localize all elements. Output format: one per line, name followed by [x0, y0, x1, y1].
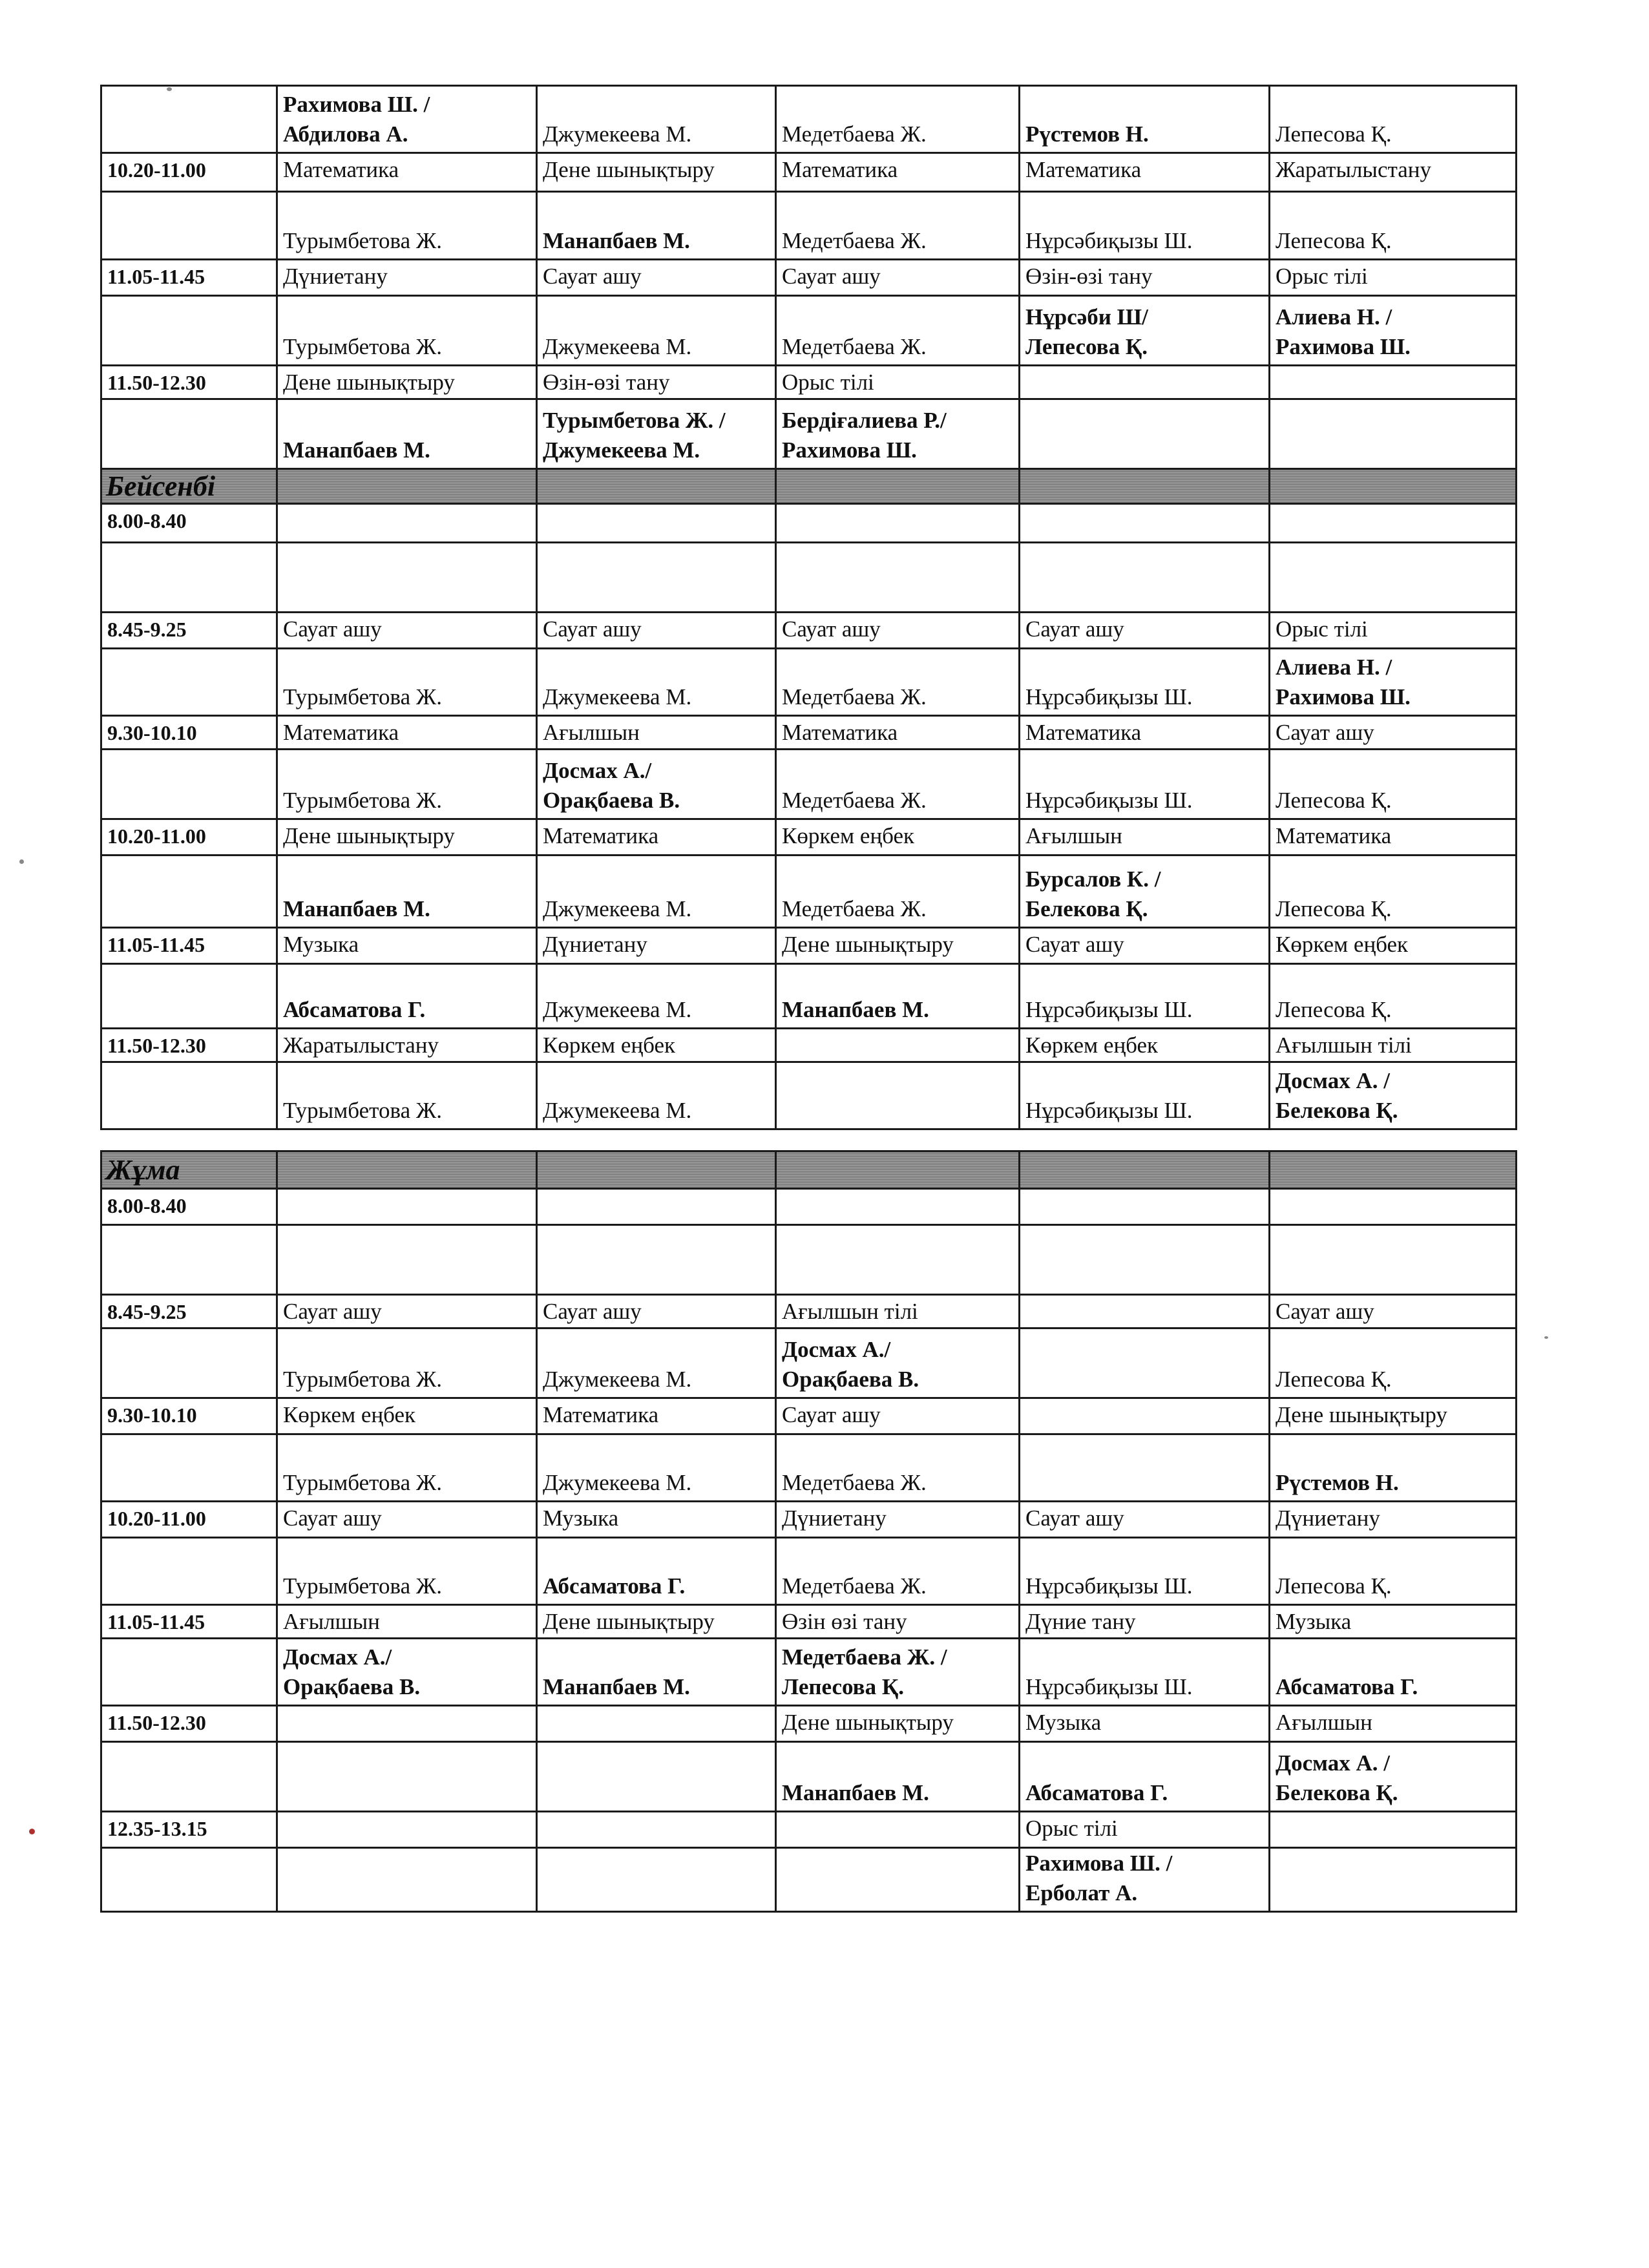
- subject-cell: Дене шынықтыру: [537, 1605, 776, 1639]
- teacher-cell: [1270, 1062, 1517, 1129]
- subject-cell: [537, 504, 776, 543]
- subject-cell: Дене шынықтыру: [776, 1706, 1020, 1742]
- teacher-cell: [1020, 1225, 1270, 1295]
- teacher-name-line: Орақбаева В.: [543, 788, 680, 813]
- teacher-cell: [537, 399, 776, 469]
- time-slot-cell: 8.45-9.25: [101, 613, 277, 649]
- teacher-cell: Манапбаев М.: [776, 964, 1020, 1029]
- day-header-fill-cell: [537, 469, 776, 504]
- lesson-teacher-row: [101, 1062, 1517, 1129]
- lesson-subject-row: [101, 1706, 1517, 1742]
- time-slot-cell: 9.30-10.10: [101, 1398, 277, 1434]
- subject-cell: [537, 1189, 776, 1225]
- subject-cell: Сауат ашу: [537, 613, 776, 649]
- subject-cell: [1270, 1812, 1517, 1848]
- time-slot-cell: 10.20-11.00: [101, 819, 277, 856]
- teacher-cell: [277, 543, 537, 613]
- subject-cell: Математика: [537, 819, 776, 856]
- teacher-cell: Манапбаев М.: [776, 1742, 1020, 1812]
- teacher-name-line: Нұрсәби Ш/: [1025, 304, 1148, 330]
- time-slot-cell: 9.30-10.10: [101, 716, 277, 750]
- subject-cell: Ағылшын тілі: [776, 1295, 1020, 1328]
- subject-cell: Ағылшын: [1270, 1706, 1517, 1742]
- time-slot-cell: 8.00-8.40: [101, 504, 277, 543]
- teacher-name-line: Рахимова Ш.: [1276, 334, 1411, 359]
- teacher-name-line: Рахимова Ш. /: [1025, 1851, 1173, 1876]
- time-slot-cell: 12.35-13.15: [101, 1812, 277, 1848]
- subject-cell: Сауат ашу: [1020, 613, 1270, 649]
- subject-cell: Дүниетану: [537, 928, 776, 964]
- subject-cell: Математика: [277, 716, 537, 750]
- day-header-row: [101, 1151, 1517, 1189]
- teacher-name-line: Рахимова Ш. /: [283, 92, 430, 117]
- time-slot-cell: 11.05-11.45: [101, 928, 277, 964]
- subject-cell: Дүниетану: [776, 1502, 1020, 1538]
- teacher-cell: Нұрсәбиқызы Ш.: [1020, 750, 1270, 819]
- subject-cell: Көркем еңбек: [1020, 1029, 1270, 1062]
- time-slot-cell: 8.45-9.25: [101, 1295, 277, 1328]
- subject-cell: Сауат ашу: [277, 1295, 537, 1328]
- teacher-cell: Джумекеева М.: [537, 856, 776, 928]
- day-header-fill-cell: [1020, 1151, 1270, 1189]
- teacher-name-line: Рахимова Ш.: [1276, 684, 1411, 709]
- lesson-subject-row: [101, 1502, 1517, 1538]
- subject-cell: Орыс тілі: [1270, 260, 1517, 296]
- day-header-fill-cell: [537, 1151, 776, 1189]
- teacher-cell: Абсаматова Г.: [537, 1538, 776, 1605]
- teacher-cell: Турымбетова Ж.: [277, 296, 537, 366]
- lesson-subject-row: [101, 504, 1517, 543]
- subject-cell: Дене шынықтыру: [776, 928, 1020, 964]
- subject-cell: Сауат ашу: [277, 1502, 537, 1538]
- time-slot-cell: [101, 1328, 277, 1398]
- lesson-subject-row: [101, 1812, 1517, 1848]
- teacher-cell: Лепесова Қ.: [1270, 750, 1517, 819]
- scan-speck: [19, 859, 24, 864]
- subject-cell: Сауат ашу: [537, 260, 776, 296]
- scan-speck: [1544, 1336, 1548, 1339]
- teacher-name-line: Орақбаева В.: [782, 1367, 919, 1392]
- day-header-fill-cell: [277, 1151, 537, 1189]
- subject-cell: [537, 1706, 776, 1742]
- subject-cell: Математика: [776, 716, 1020, 750]
- teacher-cell: [776, 1328, 1020, 1398]
- teacher-cell: [776, 1225, 1020, 1295]
- teacher-cell: [277, 1848, 537, 1912]
- teacher-cell: Джумекеева М.: [537, 1062, 776, 1129]
- teacher-cell: Нұрсәбиқызы Ш.: [1020, 649, 1270, 716]
- subject-cell: [1270, 1189, 1517, 1225]
- teacher-name-line: Досмах А./: [543, 758, 652, 783]
- time-slot-cell: [101, 543, 277, 613]
- subject-cell: [277, 1189, 537, 1225]
- teacher-cell: [1270, 1225, 1517, 1295]
- teacher-cell: [1020, 1434, 1270, 1502]
- teacher-cell: [1020, 296, 1270, 366]
- time-slot-cell: 11.50-12.30: [101, 1706, 277, 1742]
- day-header-row: [101, 469, 1517, 504]
- teacher-cell: [1270, 649, 1517, 716]
- teacher-cell: Медетбаева Ж.: [776, 856, 1020, 928]
- teacher-name-line: Досмах А./: [782, 1337, 891, 1362]
- teacher-cell: [277, 1225, 537, 1295]
- teacher-cell: [537, 543, 776, 613]
- subject-cell: Орыс тілі: [776, 366, 1020, 399]
- teacher-name-line: Рахимова Ш.: [782, 437, 917, 463]
- teacher-cell: Манапбаев М.: [277, 856, 537, 928]
- lesson-subject-row: [101, 928, 1517, 964]
- scan-speck: [167, 87, 172, 91]
- teacher-cell: Джумекеева М.: [537, 1328, 776, 1398]
- teacher-cell: Джумекеева М.: [537, 649, 776, 716]
- day-name-cell: Жұма: [101, 1151, 277, 1189]
- teacher-name-line: Турымбетова Ж. /: [543, 408, 726, 433]
- teacher-name-line: Досмах А. /: [1276, 1750, 1390, 1776]
- subject-cell: [537, 1812, 776, 1848]
- subject-cell: Дене шынықтыру: [1270, 1398, 1517, 1434]
- subject-cell: Ағылшын: [537, 716, 776, 750]
- time-slot-cell: [101, 86, 277, 153]
- time-slot-cell: 8.00-8.40: [101, 1189, 277, 1225]
- teacher-cell: Турымбетова Ж.: [277, 1328, 537, 1398]
- subject-cell: [776, 1189, 1020, 1225]
- teacher-cell: Абсаматова Г.: [1270, 1639, 1517, 1706]
- time-slot-cell: [101, 1062, 277, 1129]
- teacher-name-line: Белекова Қ.: [1025, 896, 1148, 921]
- subject-cell: Математика: [1020, 716, 1270, 750]
- timetable-segment-friday: [100, 1150, 1517, 1913]
- teacher-cell: Лепесова Қ.: [1270, 192, 1517, 260]
- teacher-name-line: Алиева Н. /: [1276, 655, 1392, 680]
- lesson-subject-row: [101, 1189, 1517, 1225]
- lesson-teacher-row: [101, 1434, 1517, 1502]
- teacher-cell: Медетбаева Ж.: [776, 192, 1020, 260]
- teacher-cell: Турымбетова Ж.: [277, 1434, 537, 1502]
- teacher-cell: [776, 543, 1020, 613]
- lesson-teacher-row: [101, 86, 1517, 153]
- subject-cell: Ағылшын: [1020, 819, 1270, 856]
- subject-cell: Сауат ашу: [1020, 1502, 1270, 1538]
- teacher-cell: Джумекеева М.: [537, 1434, 776, 1502]
- lesson-subject-row: [101, 613, 1517, 649]
- subject-cell: [776, 1029, 1020, 1062]
- subject-cell: [1270, 366, 1517, 399]
- time-slot-cell: [101, 1639, 277, 1706]
- teacher-cell: [537, 1848, 776, 1912]
- subject-cell: Дене шынықтыру: [537, 153, 776, 192]
- day-header-fill-cell: [1270, 469, 1517, 504]
- teacher-cell: Нұрсәбиқызы Ш.: [1020, 192, 1270, 260]
- time-slot-cell: [101, 1225, 277, 1295]
- subject-cell: [1020, 1189, 1270, 1225]
- subject-cell: Математика: [1020, 153, 1270, 192]
- time-slot-cell: 11.50-12.30: [101, 366, 277, 399]
- teacher-cell: [1020, 399, 1270, 469]
- teacher-cell: Турымбетова Ж.: [277, 1062, 537, 1129]
- day-header-fill-cell: [277, 469, 537, 504]
- teacher-name-line: Белекова Қ.: [1276, 1780, 1398, 1805]
- lesson-teacher-row: [101, 296, 1517, 366]
- teacher-cell: Медетбаева Ж.: [776, 86, 1020, 153]
- subject-cell: [1020, 1398, 1270, 1434]
- lesson-teacher-row: [101, 856, 1517, 928]
- lesson-teacher-row: [101, 543, 1517, 613]
- teacher-cell: Джумекеева М.: [537, 296, 776, 366]
- teacher-name-line: Алиева Н. /: [1276, 304, 1392, 330]
- teacher-cell: [1270, 399, 1517, 469]
- subject-cell: Өзін-өзі тану: [1020, 260, 1270, 296]
- time-slot-cell: [101, 192, 277, 260]
- teacher-name-line: Джумекеева М.: [543, 437, 700, 463]
- teacher-cell: [277, 1742, 537, 1812]
- teacher-cell: Лепесова Қ.: [1270, 964, 1517, 1029]
- lesson-subject-row: [101, 1295, 1517, 1328]
- teacher-name-line: Ерболат А.: [1025, 1880, 1138, 1906]
- time-slot-cell: [101, 1434, 277, 1502]
- subject-cell: Сауат ашу: [277, 613, 537, 649]
- teacher-cell: [1020, 1848, 1270, 1912]
- teacher-cell: Рүстемов Н.: [1270, 1434, 1517, 1502]
- teacher-cell: Нұрсәбиқызы Ш.: [1020, 1639, 1270, 1706]
- subject-cell: Математика: [537, 1398, 776, 1434]
- lesson-teacher-row: [101, 649, 1517, 716]
- subject-cell: Музыка: [1020, 1706, 1270, 1742]
- teacher-cell: [776, 399, 1020, 469]
- subject-cell: Математика: [1270, 819, 1517, 856]
- subject-cell: Музыка: [277, 928, 537, 964]
- subject-cell: [277, 1812, 537, 1848]
- teacher-name-line: Лепесова Қ.: [1025, 334, 1148, 359]
- subject-cell: Орыс тілі: [1020, 1812, 1270, 1848]
- subject-cell: Көркем еңбек: [277, 1398, 537, 1434]
- subject-cell: [1020, 366, 1270, 399]
- subject-cell: Дене шынықтыру: [277, 366, 537, 399]
- subject-cell: Сауат ашу: [776, 613, 1020, 649]
- subject-cell: Математика: [277, 153, 537, 192]
- lesson-teacher-row: [101, 1639, 1517, 1706]
- subject-cell: Ағылшын: [277, 1605, 537, 1639]
- lesson-subject-row: [101, 1605, 1517, 1639]
- lesson-subject-row: [101, 153, 1517, 192]
- lesson-subject-row: [101, 1029, 1517, 1062]
- timetable-segment-wednesday: [100, 468, 1517, 1130]
- subject-cell: [1270, 504, 1517, 543]
- lesson-teacher-row: [101, 399, 1517, 469]
- subject-cell: Көркем еңбек: [1270, 928, 1517, 964]
- lesson-teacher-row: [101, 1225, 1517, 1295]
- subject-cell: Көркем еңбек: [537, 1029, 776, 1062]
- time-slot-cell: 11.05-11.45: [101, 1605, 277, 1639]
- time-slot-cell: [101, 399, 277, 469]
- subject-cell: [277, 504, 537, 543]
- teacher-cell: Лепесова Қ.: [1270, 86, 1517, 153]
- lesson-teacher-row: [101, 1538, 1517, 1605]
- time-slot-cell: 11.50-12.30: [101, 1029, 277, 1062]
- teacher-name-line: Медетбаева Ж. /: [782, 1644, 947, 1670]
- time-slot-cell: [101, 296, 277, 366]
- teacher-cell: Лепесова Қ.: [1270, 856, 1517, 928]
- teacher-cell: [1020, 856, 1270, 928]
- teacher-cell: [277, 1639, 537, 1706]
- lesson-subject-row: [101, 260, 1517, 296]
- teacher-cell: Нұрсәбиқызы Ш.: [1020, 1062, 1270, 1129]
- lesson-subject-row: [101, 366, 1517, 399]
- time-slot-cell: [101, 856, 277, 928]
- subject-cell: Музыка: [537, 1502, 776, 1538]
- teacher-cell: [1270, 1742, 1517, 1812]
- teacher-cell: Медетбаева Ж.: [776, 750, 1020, 819]
- teacher-cell: Медетбаева Ж.: [776, 649, 1020, 716]
- teacher-cell: Медетбаева Ж.: [776, 1434, 1020, 1502]
- time-slot-cell: [101, 750, 277, 819]
- teacher-cell: [1020, 543, 1270, 613]
- subject-cell: [776, 1812, 1020, 1848]
- teacher-cell: Манапбаев М.: [537, 1639, 776, 1706]
- teacher-cell: Рүстемов Н.: [1020, 86, 1270, 153]
- teacher-cell: [776, 1848, 1020, 1912]
- teacher-cell: Джумекеева М.: [537, 964, 776, 1029]
- subject-cell: Математика: [776, 153, 1020, 192]
- subject-cell: Ағылшын тілі: [1270, 1029, 1517, 1062]
- teacher-name-line: Досмах А. /: [1276, 1068, 1390, 1093]
- subject-cell: Дене шынықтыру: [277, 819, 537, 856]
- teacher-cell: [1270, 1848, 1517, 1912]
- teacher-name-line: Абдилова А.: [283, 121, 408, 147]
- teacher-name-line: Лепесова Қ.: [782, 1674, 904, 1699]
- teacher-cell: [537, 1225, 776, 1295]
- teacher-cell: [776, 1062, 1020, 1129]
- subject-cell: Сауат ашу: [776, 260, 1020, 296]
- timetable-segment-tuesday-tail: [100, 85, 1517, 470]
- lesson-subject-row: [101, 716, 1517, 750]
- subject-cell: Жаратылыстану: [277, 1029, 537, 1062]
- subject-cell: Жаратылыстану: [1270, 153, 1517, 192]
- teacher-cell: Турымбетова Ж.: [277, 1538, 537, 1605]
- teacher-cell: Джумекеева М.: [537, 86, 776, 153]
- lesson-teacher-row: [101, 1742, 1517, 1812]
- lesson-teacher-row: [101, 1328, 1517, 1398]
- lesson-teacher-row: [101, 1848, 1517, 1912]
- time-slot-cell: 10.20-11.00: [101, 153, 277, 192]
- teacher-cell: [277, 86, 537, 153]
- teacher-cell: [776, 1639, 1020, 1706]
- subject-cell: Дүниетану: [277, 260, 537, 296]
- time-slot-cell: 11.05-11.45: [101, 260, 277, 296]
- teacher-cell: Лепесова Қ.: [1270, 1328, 1517, 1398]
- subject-cell: Сауат ашу: [1270, 716, 1517, 750]
- teacher-name-line: Орақбаева В.: [283, 1674, 421, 1699]
- teacher-cell: [1020, 1328, 1270, 1398]
- teacher-cell: Манапбаев М.: [537, 192, 776, 260]
- subject-cell: Дүние тану: [1020, 1605, 1270, 1639]
- day-header-fill-cell: [1020, 469, 1270, 504]
- subject-cell: Дүниетану: [1270, 1502, 1517, 1538]
- lesson-teacher-row: [101, 750, 1517, 819]
- subject-cell: Өзін өзі тану: [776, 1605, 1020, 1639]
- subject-cell: [277, 1706, 537, 1742]
- day-header-fill-cell: [776, 469, 1020, 504]
- teacher-cell: Нұрсәбиқызы Ш.: [1020, 1538, 1270, 1605]
- subject-cell: Орыс тілі: [1270, 613, 1517, 649]
- time-slot-cell: [101, 649, 277, 716]
- subject-cell: Көркем еңбек: [776, 819, 1020, 856]
- lesson-teacher-row: [101, 964, 1517, 1029]
- time-slot-cell: [101, 1848, 277, 1912]
- teacher-cell: Турымбетова Ж.: [277, 750, 537, 819]
- lesson-subject-row: [101, 1398, 1517, 1434]
- subject-cell: Сауат ашу: [537, 1295, 776, 1328]
- teacher-cell: Абсаматова Г.: [277, 964, 537, 1029]
- subject-cell: Музыка: [1270, 1605, 1517, 1639]
- teacher-cell: Медетбаева Ж.: [776, 1538, 1020, 1605]
- teacher-cell: Турымбетова Ж.: [277, 649, 537, 716]
- subject-cell: Сауат ашу: [1270, 1295, 1517, 1328]
- lesson-teacher-row: [101, 192, 1517, 260]
- teacher-cell: Турымбетова Ж.: [277, 192, 537, 260]
- lesson-subject-row: [101, 819, 1517, 856]
- time-slot-cell: 10.20-11.00: [101, 1502, 277, 1538]
- subject-cell: [1020, 1295, 1270, 1328]
- teacher-name-line: Бурсалов К. /: [1025, 866, 1161, 892]
- day-header-fill-cell: [776, 1151, 1020, 1189]
- teacher-cell: Абсаматова Г.: [1020, 1742, 1270, 1812]
- time-slot-cell: [101, 1742, 277, 1812]
- teacher-name-line: Белекова Қ.: [1276, 1098, 1398, 1123]
- teacher-cell: Лепесова Қ.: [1270, 1538, 1517, 1605]
- subject-cell: Өзін-өзі тану: [537, 366, 776, 399]
- teacher-name-line: Досмах А./: [283, 1644, 392, 1670]
- teacher-cell: [1270, 296, 1517, 366]
- teacher-cell: [1270, 543, 1517, 613]
- teacher-cell: Медетбаева Ж.: [776, 296, 1020, 366]
- subject-cell: Сауат ашу: [1020, 928, 1270, 964]
- teacher-cell: [537, 1742, 776, 1812]
- subject-cell: [1020, 504, 1270, 543]
- scan-speck: [29, 1829, 35, 1834]
- day-header-fill-cell: [1270, 1151, 1517, 1189]
- time-slot-cell: [101, 964, 277, 1029]
- teacher-name-line: Бердіғалиева Р./: [782, 408, 947, 433]
- subject-cell: [776, 504, 1020, 543]
- teacher-cell: [537, 750, 776, 819]
- teacher-cell: Манапбаев М.: [277, 399, 537, 469]
- time-slot-cell: [101, 1538, 277, 1605]
- teacher-cell: Нұрсәбиқызы Ш.: [1020, 964, 1270, 1029]
- day-name-cell: Бейсенбі: [101, 469, 277, 504]
- subject-cell: Сауат ашу: [776, 1398, 1020, 1434]
